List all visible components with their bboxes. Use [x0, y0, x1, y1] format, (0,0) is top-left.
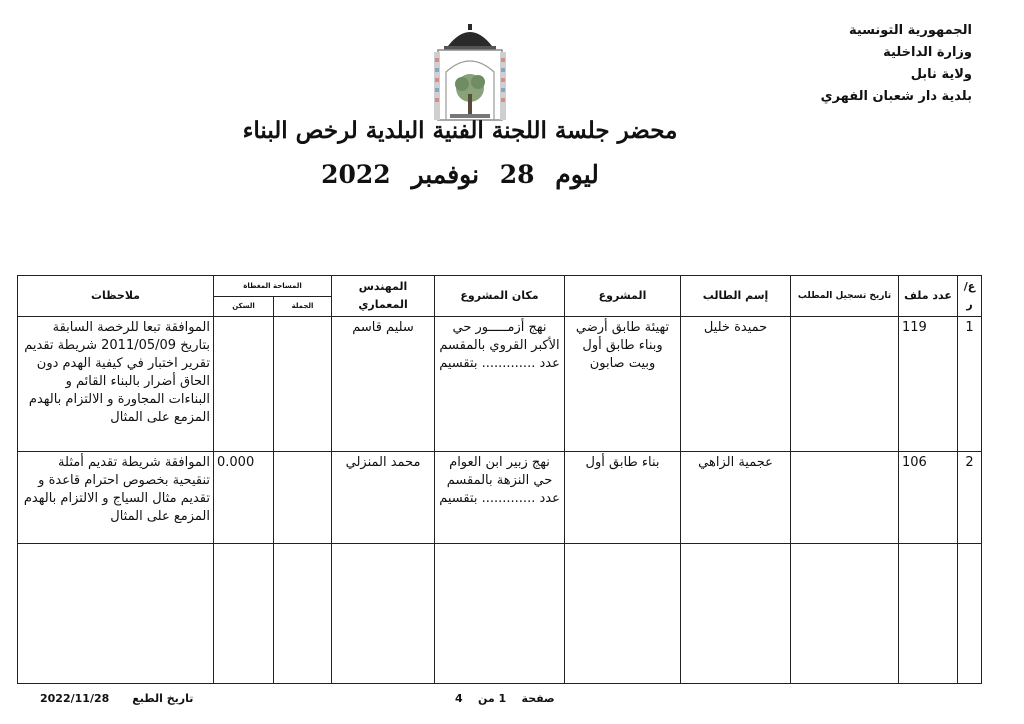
header-registration-date: تاريخ تسجيل المطلب [791, 276, 899, 317]
header-file-number: عدد ملف [899, 276, 958, 317]
header-covered-area: المساحة المغطاة [214, 276, 332, 297]
header-notes: ملاحظات [18, 276, 214, 317]
cell-architect: سليم قاسم [332, 317, 435, 452]
header-area-housing: السكن [214, 296, 274, 317]
table-row-empty [18, 544, 982, 684]
cell-project: تهيئة طابق أرضي وبناء طابق أول وبيت صابون [565, 317, 681, 452]
cell-empty [214, 544, 274, 684]
header-project: المشروع [565, 276, 681, 317]
cell-empty [435, 544, 565, 684]
cell-architect: محمد المنزلي [332, 452, 435, 544]
cell-num: 1 [958, 317, 982, 452]
page-number: 1 [498, 692, 507, 705]
cell-empty [791, 544, 899, 684]
cell-area-total [274, 452, 332, 544]
table-row [18, 317, 982, 452]
header-location: مكان المشروع [435, 276, 565, 317]
cell-num: 2 [958, 452, 982, 544]
cell-notes: الموافقة تبعا للرخصة السابقة بتاريخ 2011/05/09 شريطة تقديم تقرير اختبار في كيفية الهدم دون الحاق أضرار بالبناء القائم و البناءات المجاورة و الالتزام بالهدم المزمع على المثال [18, 317, 214, 452]
cell-area-housing [214, 317, 274, 452]
cell-area-housing: 0.000 [214, 452, 274, 544]
header-num: ع/ر [958, 276, 982, 317]
cell-file-number: 106 [899, 452, 958, 544]
cell-registration-date [791, 317, 899, 452]
page-total: 4 [455, 692, 463, 705]
cell-empty [274, 544, 332, 684]
page-of: من [477, 692, 495, 705]
letterhead-line-governorate: ولاية نابل [910, 67, 972, 82]
session-date-day: 28 [499, 160, 535, 189]
cell-empty [681, 544, 791, 684]
letterhead-line-republic: الجمهورية التونسية [848, 23, 972, 38]
session-date-month: نوفمبر [411, 160, 480, 189]
cell-empty [899, 544, 958, 684]
table-header-row [18, 276, 982, 297]
print-date [40, 692, 193, 705]
cell-empty [565, 544, 681, 684]
document-title: محضر جلسة اللجنة الفنية البلدية لرخص البناء [242, 117, 678, 144]
print-date-value: 2022/11/28 [40, 692, 110, 705]
session-date [300, 160, 620, 189]
cell-area-total [274, 317, 332, 452]
letterhead-line-ministry: وزارة الداخلية [883, 45, 972, 60]
table-row [18, 452, 982, 544]
cell-applicant: حميدة خليل [681, 317, 791, 452]
page-indicator [455, 692, 555, 705]
letterhead [821, 20, 972, 108]
print-date-label: تاريخ الطبع [132, 692, 194, 705]
session-date-prefix: ليوم [555, 160, 599, 189]
header-applicant: إسم الطالب [681, 276, 791, 317]
cell-empty [332, 544, 435, 684]
cell-file-number: 119 [899, 317, 958, 452]
letterhead-line-municipality: بلدية دار شعبان الفهري [820, 89, 972, 104]
cell-location: نهج أزمـــــور حي الأكبر القروي بالمقسم عدد ............. بتقسيم [435, 317, 565, 452]
cell-empty [18, 544, 214, 684]
page-label: صفحة [521, 692, 555, 705]
cell-notes: الموافقة شريطة تقديم أمثلة تنقيحية بخصوص احترام قاعدة و تقديم مثال السياج و الالتزام بالهدم المزمع على المثال [18, 452, 214, 544]
permits-table [17, 275, 982, 684]
header-architect: المهندس المعماري [332, 276, 435, 317]
header-area-total: الجملة [274, 296, 332, 317]
cell-empty [958, 544, 982, 684]
cell-project: بناء طابق أول [565, 452, 681, 544]
cell-location: نهج زبير ابن العوام حي النزهة بالمقسم عدد ............. بتقسيم [435, 452, 565, 544]
cell-applicant: عجمية الزاهي [681, 452, 791, 544]
cell-registration-date [791, 452, 899, 544]
municipality-emblem-icon [428, 22, 512, 126]
session-date-year: 2022 [321, 160, 391, 189]
